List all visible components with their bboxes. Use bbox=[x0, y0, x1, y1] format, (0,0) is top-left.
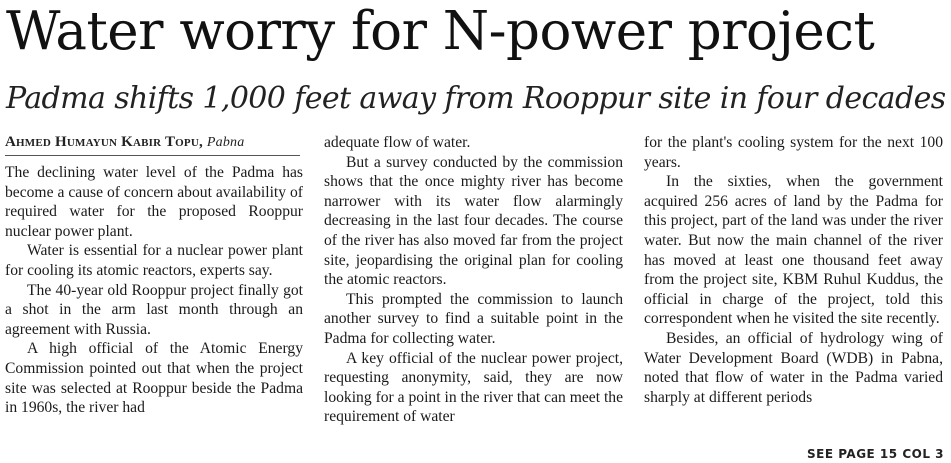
paragraph: But a survey conducted by the commission shows that the once mighty river has become narrower with its water flow alarmingly decreasing in the last four decades. The course of the river has also moved far from the project site, jeopardising the original plan for cooling the atomic reactors. bbox=[324, 153, 623, 289]
article-column-3 bbox=[644, 133, 943, 407]
byline-place: Pabna bbox=[206, 135, 245, 150]
paragraph: Besides, an official of hydrology wing of Water Development Board (WDB) in Pabna, noted that flow of water in the Padma varied sharply at different periods bbox=[644, 329, 943, 406]
paragraph: This prompted the commission to launch another survey to find a suitable point in the Padma for collecting water. bbox=[324, 290, 623, 347]
byline-author: Ahmed Humayun Kabir Topu, bbox=[5, 134, 203, 150]
article-column-1 bbox=[5, 132, 303, 418]
paragraph: In the sixties, when the government acquired 256 acres of land by the Padma for this project, part of the land was under the river water. But now the main channel of the river has moved at least one thousand feet away from the project site, KBM Ruhul Kuddus, the official in charge of the project, told this correspondent when he visited the site recently. bbox=[644, 173, 943, 328]
headline: Water worry for N-power project bbox=[6, 1, 875, 62]
paragraph: A key official of the nuclear power project, requesting anonymity, said, they are now looking for a point in the river that can meet the requirement of water bbox=[324, 349, 623, 426]
paragraph: The 40-year old Rooppur project finally got a shot in the arm last month through an agreement with Russia. bbox=[5, 281, 303, 338]
paragraph: A high official of the Atomic Energy Commission pointed out that when the project site was selected at Rooppur beside the Padma in 1960s, the river had bbox=[5, 340, 303, 417]
paragraph: Water is essential for a nuclear power plant for cooling its atomic reactors, experts say. bbox=[5, 242, 303, 279]
subheadline: Padma shifts 1,000 feet away from Rooppur site in four decades bbox=[6, 81, 946, 116]
paragraph: for the plant's cooling system for the next 100 years. bbox=[644, 134, 943, 171]
paragraph: adequate flow of water. bbox=[324, 134, 471, 151]
article-column-2 bbox=[324, 133, 623, 427]
byline bbox=[5, 132, 300, 156]
jump-line: SEE PAGE 15 COL 3 bbox=[807, 447, 944, 461]
paragraph: The declining water level of the Padma has become a cause of concern about availability of required water for the proposed Rooppur nuclear power plant. bbox=[5, 164, 303, 240]
